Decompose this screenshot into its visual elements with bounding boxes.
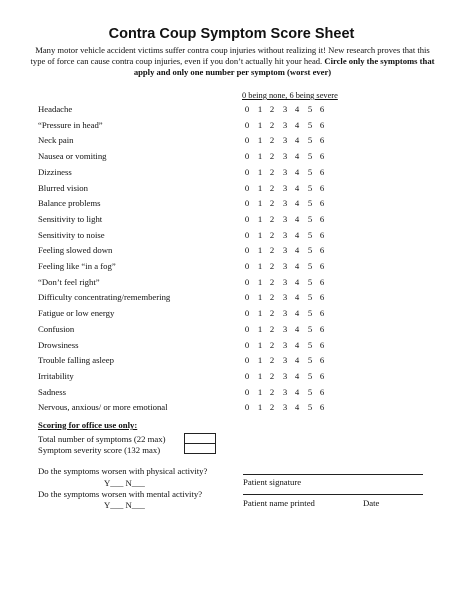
symptom-row bbox=[38, 135, 338, 149]
score-option[interactable]: 1 bbox=[257, 292, 263, 303]
score-option[interactable]: 5 bbox=[307, 261, 313, 271]
symptom-row bbox=[38, 340, 338, 354]
symptom-row bbox=[38, 277, 338, 291]
score-option[interactable]: 1 bbox=[257, 402, 263, 413]
score-option[interactable]: 0 bbox=[244, 104, 250, 114]
score-option[interactable]: 5 bbox=[307, 104, 313, 114]
score-option[interactable]: 3 bbox=[282, 355, 288, 366]
score-option[interactable]: 1 bbox=[257, 339, 263, 350]
score-option[interactable]: 6 bbox=[319, 166, 325, 177]
score-option[interactable]: 1 bbox=[257, 119, 263, 130]
score-option[interactable]: 3 bbox=[282, 292, 288, 303]
score-option[interactable]: 5 bbox=[307, 276, 313, 287]
score-option[interactable]: 0 bbox=[244, 229, 250, 240]
score-option[interactable]: 4 bbox=[294, 323, 300, 334]
score-option[interactable]: 6 bbox=[319, 402, 325, 413]
symptom-label: Sensitivity to light bbox=[38, 213, 103, 224]
symptom-label: Nausea or vomiting bbox=[38, 151, 107, 162]
score-option[interactable]: 2 bbox=[269, 104, 275, 114]
score-option[interactable]: 4 bbox=[294, 119, 300, 130]
score-option[interactable]: 5 bbox=[307, 166, 313, 177]
symptom-row bbox=[38, 151, 338, 165]
symptom-label: “Pressure in head” bbox=[38, 119, 103, 130]
symptom-row bbox=[38, 183, 338, 197]
symptom-scores bbox=[243, 120, 333, 134]
score-option[interactable]: 3 bbox=[282, 386, 288, 397]
symptom-row bbox=[38, 308, 338, 322]
score-option[interactable]: 0 bbox=[244, 261, 250, 271]
score-option[interactable]: 6 bbox=[319, 245, 325, 256]
score-option[interactable]: 1 bbox=[257, 323, 263, 334]
score-option[interactable]: 0 bbox=[244, 166, 250, 177]
score-option[interactable]: 2 bbox=[269, 166, 275, 177]
score-option[interactable]: 5 bbox=[307, 292, 313, 303]
symptom-label: “Don’t feel right” bbox=[38, 276, 100, 287]
score-option[interactable]: 4 bbox=[294, 135, 300, 146]
score-option[interactable]: 3 bbox=[282, 370, 288, 381]
score-option[interactable]: 5 bbox=[307, 339, 313, 350]
symptom-row bbox=[38, 261, 338, 275]
score-option[interactable]: 2 bbox=[269, 323, 275, 334]
score-option[interactable]: 4 bbox=[294, 339, 300, 350]
score-option[interactable]: 6 bbox=[319, 292, 325, 303]
score-option[interactable]: 2 bbox=[269, 229, 275, 240]
physical-activity-question: Do the symptoms worsen with physical activity? bbox=[38, 466, 208, 476]
signature-line[interactable] bbox=[243, 474, 423, 475]
score-option[interactable]: 2 bbox=[269, 292, 275, 303]
symptom-label: Trouble falling asleep bbox=[38, 355, 114, 366]
symptom-row bbox=[38, 402, 338, 416]
score-option[interactable]: 6 bbox=[319, 261, 325, 271]
score-option[interactable]: 6 bbox=[319, 323, 325, 334]
score-option[interactable]: 0 bbox=[244, 182, 250, 193]
physical-activity-yn[interactable]: Y___ N___ bbox=[104, 478, 145, 488]
symptom-label: Nervous, anxious/ or more emotional bbox=[38, 402, 168, 413]
score-option[interactable]: 0 bbox=[244, 323, 250, 334]
score-option[interactable]: 2 bbox=[269, 182, 275, 193]
name-date-line[interactable] bbox=[243, 494, 423, 495]
score-option[interactable]: 0 bbox=[244, 151, 250, 162]
symptom-row bbox=[38, 120, 338, 134]
score-option[interactable]: 5 bbox=[307, 386, 313, 397]
symptom-label: Sadness bbox=[38, 386, 66, 397]
symptom-row bbox=[38, 230, 338, 244]
score-option[interactable]: 4 bbox=[294, 308, 300, 319]
score-option[interactable]: 5 bbox=[307, 119, 313, 130]
symptom-scores bbox=[243, 104, 333, 118]
score-option[interactable]: 6 bbox=[319, 119, 325, 130]
score-option[interactable]: 2 bbox=[269, 339, 275, 350]
score-option[interactable]: 1 bbox=[257, 104, 263, 114]
score-option[interactable]: 1 bbox=[257, 276, 263, 287]
symptom-label: Irritability bbox=[38, 370, 74, 381]
score-option[interactable]: 0 bbox=[244, 339, 250, 350]
score-option[interactable]: 2 bbox=[269, 245, 275, 256]
score-option[interactable]: 4 bbox=[294, 151, 300, 162]
score-option[interactable]: 5 bbox=[307, 308, 313, 319]
score-option[interactable]: 6 bbox=[319, 198, 325, 209]
score-option[interactable]: 5 bbox=[307, 198, 313, 209]
score-option[interactable]: 2 bbox=[269, 402, 275, 413]
score-option[interactable]: 3 bbox=[282, 323, 288, 334]
score-option[interactable]: 0 bbox=[244, 135, 250, 146]
score-option[interactable]: 0 bbox=[244, 308, 250, 319]
score-option[interactable]: 3 bbox=[282, 245, 288, 256]
symptom-scores bbox=[243, 183, 333, 197]
score-option[interactable]: 6 bbox=[319, 308, 325, 319]
score-option[interactable]: 3 bbox=[282, 229, 288, 240]
score-option[interactable]: 2 bbox=[269, 261, 275, 271]
symptom-scores bbox=[243, 355, 333, 369]
mental-activity-question: Do the symptoms worsen with mental activity? bbox=[38, 489, 203, 499]
symptom-scores bbox=[243, 214, 333, 228]
score-option[interactable]: 1 bbox=[257, 198, 263, 209]
office-use-heading: Scoring for office use only: bbox=[38, 420, 138, 430]
patient-name-label: Patient name printed bbox=[243, 498, 315, 508]
intro-text: Many motor vehicle accident victims suffer contra coup injuries without realizing it! New research proves that this type of force can cause contra coup injuries, even if you don’t actually hit your head. bbox=[30, 45, 430, 67]
score-option[interactable]: 1 bbox=[257, 151, 263, 162]
score-option[interactable]: 3 bbox=[282, 182, 288, 193]
score-option[interactable]: 1 bbox=[257, 370, 263, 381]
score-option[interactable]: 1 bbox=[257, 245, 263, 256]
symptom-scores bbox=[243, 308, 333, 322]
score-option[interactable]: 0 bbox=[244, 245, 250, 256]
score-option[interactable]: 6 bbox=[319, 276, 325, 287]
symptom-scores bbox=[243, 198, 333, 212]
date-label: Date bbox=[363, 498, 380, 508]
symptom-scores bbox=[243, 230, 333, 244]
symptom-scores bbox=[243, 340, 333, 354]
score-option[interactable]: 2 bbox=[269, 213, 275, 224]
score-option[interactable]: 2 bbox=[269, 198, 275, 209]
score-option[interactable]: 2 bbox=[269, 276, 275, 287]
score-option[interactable]: 1 bbox=[257, 135, 263, 146]
symptom-row bbox=[38, 245, 338, 259]
symptom-label: Feeling like “in a fog” bbox=[38, 261, 116, 271]
intro-instruction: Circle only the symptoms that apply and only one number per symptom (worst ever) bbox=[133, 56, 435, 78]
score-option[interactable]: 6 bbox=[319, 151, 325, 162]
score-option[interactable]: 0 bbox=[244, 386, 250, 397]
score-option[interactable]: 4 bbox=[294, 166, 300, 177]
symptom-scores bbox=[243, 245, 333, 259]
symptom-scores bbox=[243, 151, 333, 165]
score-option[interactable]: 5 bbox=[307, 151, 313, 162]
symptom-label: Difficulty concentrating/remembering bbox=[38, 292, 171, 303]
score-option[interactable]: 4 bbox=[294, 245, 300, 256]
intro-paragraph bbox=[30, 45, 435, 79]
patient-signature-label: Patient signature bbox=[243, 477, 302, 487]
symptom-label: Blurred vision bbox=[38, 182, 88, 193]
total-symptoms-label: Total number of symptoms (22 max) bbox=[38, 434, 166, 444]
symptom-row bbox=[38, 167, 338, 181]
score-option[interactable]: 3 bbox=[282, 198, 288, 209]
symptom-scores bbox=[243, 387, 333, 401]
score-option[interactable]: 3 bbox=[282, 135, 288, 146]
score-option[interactable]: 3 bbox=[282, 119, 288, 130]
symptom-row bbox=[38, 324, 338, 338]
symptom-row bbox=[38, 387, 338, 401]
symptom-scores bbox=[243, 261, 333, 275]
score-option[interactable]: 0 bbox=[244, 402, 250, 413]
score-option[interactable]: 4 bbox=[294, 386, 300, 397]
score-option[interactable]: 3 bbox=[282, 402, 288, 413]
symptom-row bbox=[38, 104, 338, 118]
score-option[interactable]: 6 bbox=[319, 182, 325, 193]
symptom-scores bbox=[243, 167, 333, 181]
symptom-scores bbox=[243, 402, 333, 416]
score-option[interactable]: 5 bbox=[307, 323, 313, 334]
score-option[interactable]: 4 bbox=[294, 402, 300, 413]
score-option[interactable]: 4 bbox=[294, 292, 300, 303]
score-option[interactable]: 6 bbox=[319, 386, 325, 397]
score-option[interactable]: 2 bbox=[269, 355, 275, 366]
symptom-label: Sensitivity to noise bbox=[38, 229, 105, 240]
score-option[interactable]: 0 bbox=[244, 276, 250, 287]
score-option[interactable]: 2 bbox=[269, 308, 275, 319]
score-option[interactable]: 1 bbox=[257, 355, 263, 366]
score-option[interactable]: 5 bbox=[307, 135, 313, 146]
symptom-label: Headache bbox=[38, 104, 73, 114]
score-option[interactable]: 5 bbox=[307, 370, 313, 381]
score-option[interactable]: 3 bbox=[282, 166, 288, 177]
symptom-scores bbox=[243, 324, 333, 338]
symptom-label: Confusion bbox=[38, 323, 75, 334]
symptom-scores bbox=[243, 277, 333, 291]
symptom-label: Fatigue or low energy bbox=[38, 308, 115, 319]
score-option[interactable]: 6 bbox=[319, 339, 325, 350]
symptom-row bbox=[38, 292, 338, 306]
score-option[interactable]: 4 bbox=[294, 182, 300, 193]
score-option[interactable]: 1 bbox=[257, 166, 263, 177]
severity-score-box[interactable] bbox=[184, 443, 216, 454]
score-option[interactable]: 3 bbox=[282, 261, 288, 271]
score-option[interactable]: 4 bbox=[294, 355, 300, 366]
symptom-label: Feeling slowed down bbox=[38, 245, 113, 256]
score-option[interactable]: 1 bbox=[257, 182, 263, 193]
score-option[interactable]: 3 bbox=[282, 151, 288, 162]
score-option[interactable]: 2 bbox=[269, 135, 275, 146]
score-option[interactable]: 3 bbox=[282, 339, 288, 350]
score-option[interactable]: 1 bbox=[257, 229, 263, 240]
score-option[interactable]: 2 bbox=[269, 370, 275, 381]
severity-score-label: Symptom severity score (132 max) bbox=[38, 445, 161, 455]
score-option[interactable]: 1 bbox=[257, 261, 263, 271]
symptom-label: Dizziness bbox=[38, 166, 72, 177]
score-option[interactable]: 5 bbox=[307, 355, 313, 366]
score-option[interactable]: 4 bbox=[294, 276, 300, 287]
symptom-row bbox=[38, 355, 338, 369]
score-option[interactable]: 3 bbox=[282, 104, 288, 114]
score-option[interactable]: 5 bbox=[307, 182, 313, 193]
score-option[interactable]: 6 bbox=[319, 213, 325, 224]
score-option[interactable]: 4 bbox=[294, 198, 300, 209]
score-option[interactable]: 4 bbox=[294, 370, 300, 381]
score-option[interactable]: 6 bbox=[319, 135, 325, 146]
page-title: Contra Coup Symptom Score Sheet bbox=[108, 26, 355, 42]
score-option[interactable]: 0 bbox=[244, 198, 250, 209]
mental-activity-yn[interactable]: Y___ N___ bbox=[104, 500, 145, 510]
score-option[interactable]: 4 bbox=[294, 229, 300, 240]
score-option[interactable]: 0 bbox=[244, 355, 250, 366]
score-option[interactable]: 2 bbox=[269, 386, 275, 397]
score-option[interactable]: 1 bbox=[257, 308, 263, 319]
score-option[interactable]: 0 bbox=[244, 119, 250, 130]
score-option[interactable]: 2 bbox=[269, 119, 275, 130]
score-option[interactable]: 6 bbox=[319, 229, 325, 240]
score-option[interactable]: 4 bbox=[294, 213, 300, 224]
symptom-scores bbox=[243, 135, 333, 149]
symptom-label: Balance problems bbox=[38, 198, 101, 209]
score-option[interactable]: 1 bbox=[257, 386, 263, 397]
symptom-label: Drowsiness bbox=[38, 339, 79, 350]
score-option[interactable]: 5 bbox=[307, 213, 313, 224]
symptom-row bbox=[38, 198, 338, 212]
scale-header: 0 being none, 6 being severe bbox=[242, 91, 338, 100]
symptom-label: Neck pain bbox=[38, 135, 74, 146]
score-option[interactable]: 3 bbox=[282, 213, 288, 224]
score-option[interactable]: 0 bbox=[244, 370, 250, 381]
score-option[interactable]: 3 bbox=[282, 308, 288, 319]
score-option[interactable]: 4 bbox=[294, 104, 300, 114]
score-option[interactable]: 1 bbox=[257, 213, 263, 224]
score-option[interactable]: 2 bbox=[269, 151, 275, 162]
score-option[interactable]: 6 bbox=[319, 355, 325, 366]
symptom-row bbox=[38, 214, 338, 228]
score-option[interactable]: 6 bbox=[319, 370, 325, 381]
symptom-row bbox=[38, 371, 338, 385]
score-option[interactable]: 3 bbox=[282, 276, 288, 287]
symptom-scores bbox=[243, 292, 333, 306]
score-option[interactable]: 6 bbox=[319, 104, 325, 114]
score-option[interactable]: 0 bbox=[244, 213, 250, 224]
score-option[interactable]: 0 bbox=[244, 292, 250, 303]
score-option[interactable]: 4 bbox=[294, 261, 300, 271]
score-option[interactable]: 5 bbox=[307, 245, 313, 256]
symptom-scores bbox=[243, 371, 333, 385]
score-option[interactable]: 5 bbox=[307, 402, 313, 413]
score-option[interactable]: 5 bbox=[307, 229, 313, 240]
